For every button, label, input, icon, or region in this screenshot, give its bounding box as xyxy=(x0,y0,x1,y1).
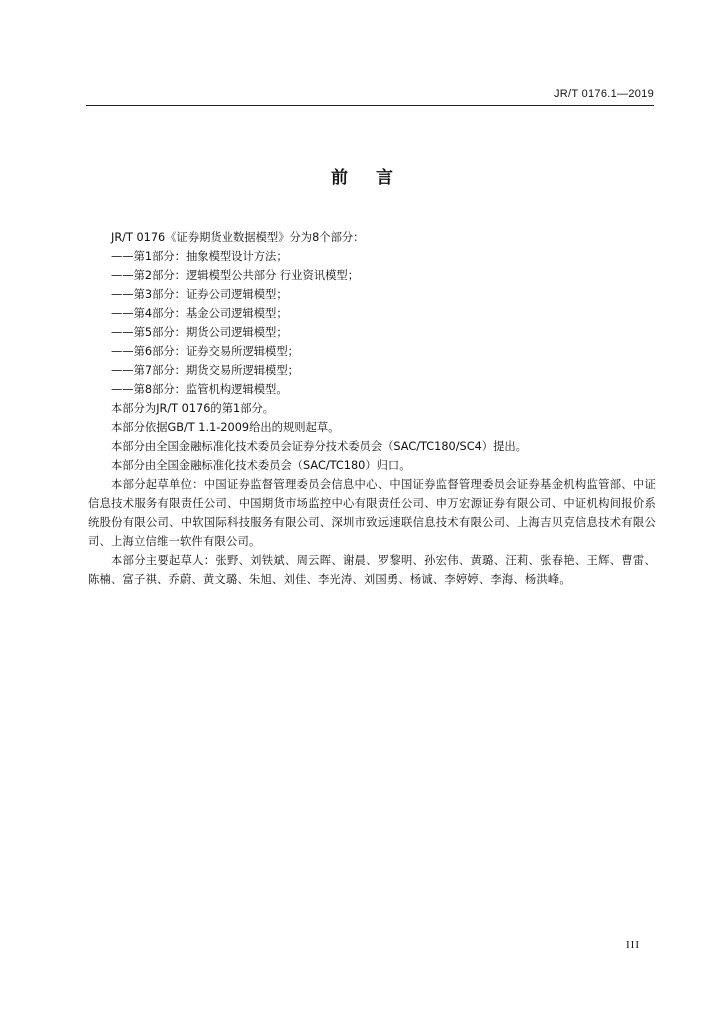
statement-proposed-by: 本部分由全国金融标准化技术委员会证券分技术委员会（SAC/TC180/SC4）提出。 xyxy=(111,440,527,453)
statement-drafting-rules: 本部分依据GB/T 1.1-2009给出的规则起草。 xyxy=(111,421,340,434)
part-item-8: ——第8部分：监管机构逻辑模型。 xyxy=(111,383,288,396)
part-item-6: ——第6部分：证券交易所逻辑模型； xyxy=(111,345,299,358)
drafters-paragraph: 本部分主要起草人：张野、刘铁斌、周云晖、谢晨、罗黎明、孙宏伟、黄璐、汪莉、张春艳、王辉、曹雷、陈楠、富子祺、乔蔚、黄文璐、朱旭、刘佳、李光涛、刘国勇、杨诚、李婷婷、李海、杨洪峰。 xyxy=(88,554,656,586)
intro-line: JR/T 0176《证券期货业数据模型》分为8个部分： xyxy=(111,231,365,244)
part-item-3: ——第3部分：证券公司逻辑模型； xyxy=(111,288,288,301)
part-item-7: ——第7部分：期货交易所逻辑模型； xyxy=(111,364,299,377)
page-title: 前言 xyxy=(331,168,421,188)
part-item-4: ——第4部分：基金公司逻辑模型； xyxy=(111,307,288,320)
part-item-2: ——第2部分：逻辑模型公共部分 行业资讯模型； xyxy=(111,269,360,282)
standard-number: JR/T 0176.1—2019 xyxy=(554,88,654,100)
page-number: III xyxy=(626,939,640,951)
drafting-units-paragraph: 本部分起草单位：中国证券监督管理委员会信息中心、中国证券监督管理委员会证券基金机构监管部、中证信息技术服务有限责任公司、中国期货市场监控中心有限责任公司、申万宏源证券有限公司、中证机构间报价系统股份有限公司、中软国际科技服务有限公司、深圳市致远速联信息技术有限公司、上海吉贝克信息技术有限公司、上海立信维一软件有限公司。 xyxy=(88,478,656,548)
statement-part-of: 本部分为JR/T 0176的第1部分。 xyxy=(111,402,275,415)
part-item-5: ——第5部分：期货公司逻辑模型； xyxy=(111,326,288,339)
part-item-1: ——第1部分：抽象模型设计方法； xyxy=(111,250,288,263)
header-rule xyxy=(86,105,654,106)
foreword-body xyxy=(88,228,656,589)
statement-centralized-by: 本部分由全国金融标准化技术委员会（SAC/TC180）归口。 xyxy=(111,459,411,472)
